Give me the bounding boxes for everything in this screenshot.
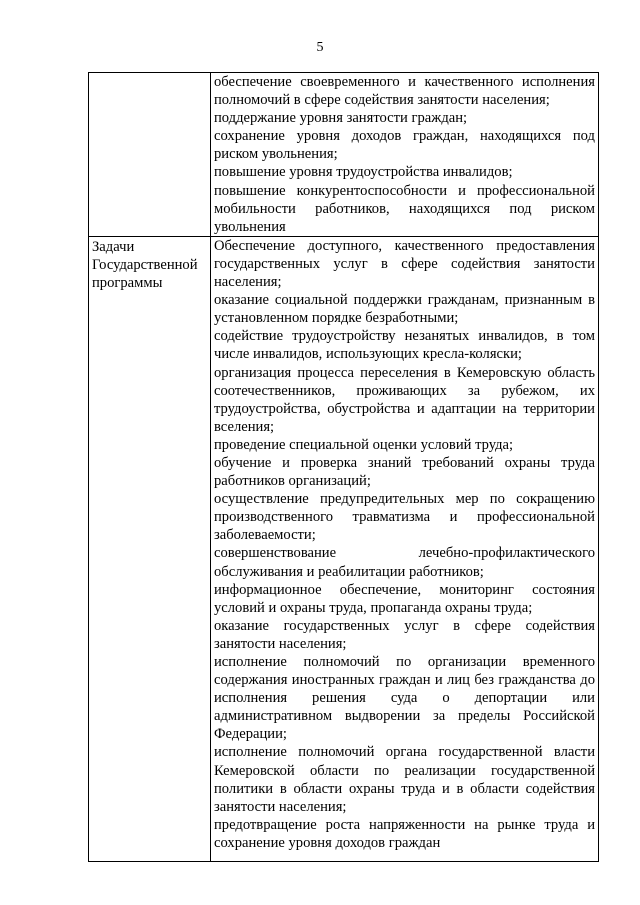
paragraph: Обеспечение доступного, качественного предоставления государственных услуг в сфере содействия занятости населения;	[214, 237, 595, 291]
paragraph: содействие трудоустройству незанятых инвалидов, в том числе инвалидов, использующих кресла-коляски;	[214, 328, 595, 363]
paragraph: обеспечение своевременного и качественного исполнения полномочий в сфере содействия занятости населения;	[214, 74, 595, 109]
row-content-cell	[211, 73, 599, 237]
row-label-cell: Задачи Государственной программы	[89, 236, 211, 861]
row-content-cell	[211, 236, 599, 861]
paragraph: сохранение уровня доходов граждан, находящихся под риском увольнения;	[214, 128, 595, 163]
paragraph: повышение конкурентоспособности и профессиональной мобильности работников, находящихся под риском увольнения	[214, 182, 595, 235]
paragraph: оказание социальной поддержки гражданам, признанным в установленном порядке безработными;	[214, 292, 595, 327]
paragraph: исполнение полномочий органа государственной власти Кемеровской области по реализации государственной политики в области охраны труда и в области содействия занятости населения;	[214, 744, 595, 815]
program-passport-table	[88, 72, 599, 862]
page-number: 5	[316, 40, 324, 55]
paragraph: повышение уровня трудоустройства инвалидов;	[214, 164, 513, 181]
paragraph: проведение специальной оценки условий труда;	[214, 436, 514, 453]
table-row	[89, 236, 599, 861]
paragraph: организация процесса переселения в Кемеровскую область соотечественников, проживающих за рубежом, их трудоустройства, обустройства и адаптации на территории вселения;	[214, 364, 595, 435]
paragraph: совершенствование лечебно-профилактического обслуживания и реабилитации работников;	[214, 545, 595, 580]
paragraph: оказание государственных услуг в сфере содействия занятости населения;	[214, 617, 595, 652]
paragraph: информационное обеспечение, мониторинг состояния условий и охраны труда, пропаганда охраны труда;	[214, 581, 595, 616]
table-row	[89, 73, 599, 237]
paragraph: обучение и проверка знаний требований охраны труда работников организаций;	[214, 454, 595, 490]
paragraph: предотвращение роста напряженности на рынке труда и сохранение уровня доходов граждан	[214, 816, 595, 851]
paragraph: осуществление предупредительных мер по сокращению производственного травматизма и профессиональной заболеваемости;	[214, 491, 595, 544]
row-label-cell	[89, 73, 211, 237]
paragraph: поддержание уровня занятости граждан;	[214, 110, 468, 127]
paragraph: исполнение полномочий по организации временного содержания иностранных граждан и лиц без гражданства до исполнения решения суда о депортации или административном выдворении за пределы Российской Федерации;	[214, 654, 595, 743]
